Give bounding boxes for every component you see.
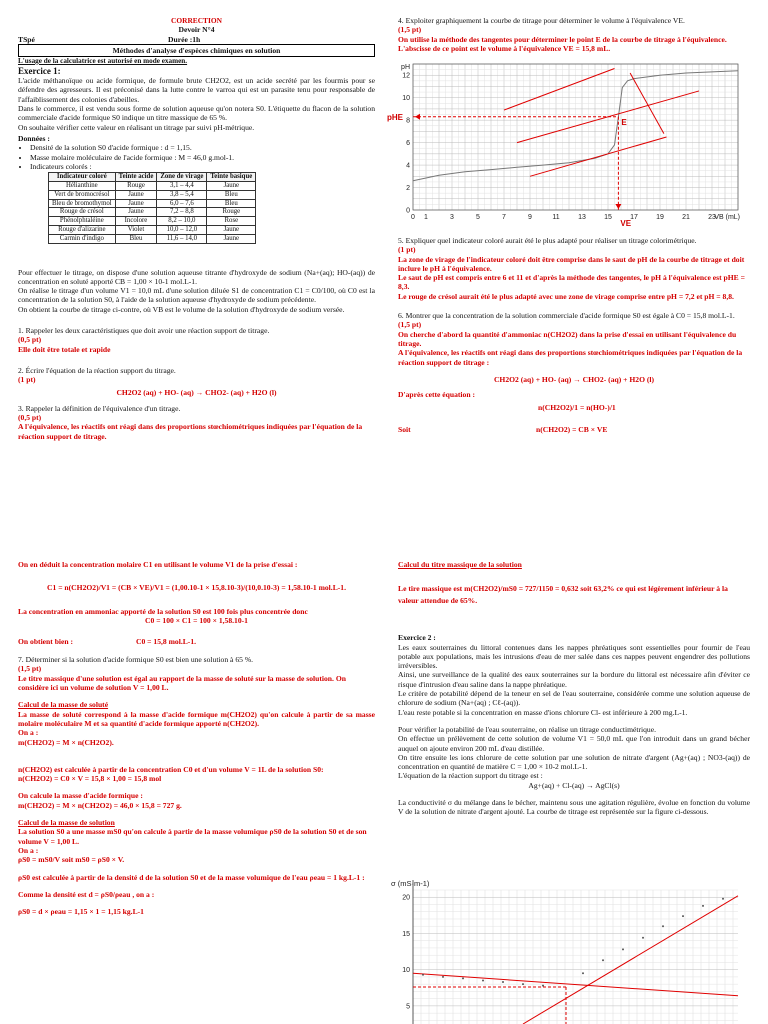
page-title: Méthodes d'analyse d'espèces chimiques en solution (18, 44, 375, 57)
c0-result-row (18, 637, 375, 649)
x-tick-label: 7 (502, 214, 506, 221)
data-point (422, 974, 424, 976)
table-header: Teinte acide (115, 173, 157, 182)
data-point (722, 898, 724, 900)
protocol-2: On réalise le titrage d'un volume V1 = 10,0 mL d'une solution diluée S1 de concentration C1 = C0/100, où C0 est la concentration de la solution S0, à l'aide de la solution aqueuse d'hydroxyde de sodium précédente. (18, 286, 375, 305)
solute-equation-3: m(CH2O2) = M × n(CH2O2) = 46,0 × 15,8 = 727 g. (18, 800, 182, 810)
fit-line-after-eq (523, 896, 738, 1024)
table-cell: 6,0 – 7,6 (157, 199, 207, 208)
table-row (49, 208, 256, 217)
table-cell: Bleu (207, 199, 256, 208)
table-cell: Jaune (207, 181, 256, 190)
q5-answer-1: La zone de virage de l'indicateur coloré doit être comprise dans le saut de pH de la courbe de titrage et doit inclure le pH à l'équivalence. (398, 254, 745, 273)
table-row (49, 199, 256, 208)
x-tick-label: 9 (528, 214, 532, 221)
table-row (49, 225, 256, 234)
ve-arrow (615, 204, 621, 209)
donnee-item: • Masse molaire moléculaire de l'acide formique : M = 46,0 g.mol-1. (30, 153, 375, 162)
table-row (49, 190, 256, 199)
ex1-intro2: Dans le commerce, il est vendu sous forme de solution aqueuse qu'on notera S0. L'étiquette du flacon de la solution commerciale d'acide formique S0 indique un titre massique de 65 %. (18, 104, 375, 123)
q7-points: (1,5 pt) (18, 664, 42, 674)
data-point (622, 948, 624, 950)
right-column-bottom (398, 560, 750, 817)
x-tick-label: 21 (682, 214, 690, 221)
c0-value: C0 = 15,8 mol.L-1. (136, 637, 197, 647)
ex2-p7: On titre ensuite les ions chlorure de cette solution par une solution de nitrate d'argent (Ag+(aq) ; NO3-(aq)) de concentration en quantité de matière C = 1,00 × 10-2 mol.L-1. (398, 752, 750, 772)
table-cell: 3,1 – 4,4 (157, 181, 207, 190)
q6-points: (1,5 pt) (398, 320, 422, 330)
data-point (702, 905, 704, 907)
question-5: 5. Expliquer quel indicateur coloré aurait été le plus adapté pour réaliser un titrage colorimétrique. (398, 236, 697, 245)
x-tick-label: 15 (604, 214, 612, 221)
ex2-p5: Pour vérifier la potabilité de l'eau souterraine, on réalise un titrage conductimétrique. (398, 724, 656, 734)
table-cell: 7,2 – 8,8 (157, 208, 207, 217)
table-cell: Rouge (207, 208, 256, 217)
table-cell: 3,8 – 5,4 (157, 190, 207, 199)
table-cell: Bleu de bromothymol (49, 199, 116, 208)
table-cell: 8,2 – 10,0 (157, 217, 207, 226)
solute-text-2: n(CH2O2) est calculée à partir de la concentration C0 et d'un volume V = 1L de la solution S0: (18, 764, 324, 774)
ex2-p9: La conductivité σ du mélange dans le bécher, maintenu sous une agitation régulière, évolue en fonction du volume V de la solution de nitrate d'argent ajouté. La courbe de titrage est représentée sur la figure ci-dessous. (398, 798, 750, 817)
x-tick-label: 19 (656, 214, 664, 221)
q6-soit-row (398, 425, 750, 439)
ex1-intro: L'acide méthanoïque ou acide formique, de formule brute CH2O2, est un acide secrété par les fourmis pour se défendre des agresseurs. Il est préconisé dans la lutte contre le varroa qui est un parasite tenu pour responsable de l'affaiblissement des colonies d'abeilles. (18, 76, 375, 104)
titre-text: Le tire massique est m(CH2O2)/mS0 = 727/1150 = 0,632 soit 63,2% ce qui est légèrement inférieur à la valeur attendue de 65%. (398, 584, 728, 606)
data-point (582, 972, 584, 974)
solute-text-1: La masse de soluté correspond à la masse d'acide formique m(CH2O2) qu'on calcule à partir de sa masse molaire moléculaire M et sa quantité d'acide formique apporté n(CH2O2). (18, 709, 375, 728)
q6-soit-eq: n(CH2O2) = CB × VE (536, 424, 608, 434)
x-tick-label: 23 (708, 214, 716, 221)
solution-equation-3: ρS0 = d × ρeau = 1,15 × 1 = 1,15 kg.L-1 (18, 907, 144, 917)
ex1-intro3: On souhaite vérifier cette valeur en réalisant un titrage par suivi pH-métrique. (18, 122, 255, 132)
solute-equation: m(CH2O2) = M × n(CH2O2). (18, 737, 114, 747)
left-column-bottom (18, 560, 375, 916)
x-tick-label: 1 (424, 214, 428, 221)
q6-equation: CH2O2 (aq) + HO- (aq) → CHO2- (aq) + H2O (l) (493, 374, 655, 384)
ex1-title: Exercice 1: (18, 66, 61, 77)
ex2-p3: Le critère de potabilité dépend de la teneur en sel de l'eau souterraine, considérée comme une solution aqueuse de chlorure de sodium (Na+(aq) ; Cℓ-(aq)). (398, 689, 750, 708)
right-column-mid (398, 236, 750, 439)
question-2: 2. Écrire l'équation de la réaction support du titrage. (18, 365, 176, 375)
table-cell: Rouge (115, 181, 157, 190)
c1-intro: On en déduit la concentration molaire C1 en utilisant le volume V1 de la prise d'essai : (18, 560, 298, 569)
question-3: 3. Rappeler la définition de l'équivalence d'un titrage. (18, 403, 181, 413)
x-tick-label: 5 (476, 214, 480, 221)
y-tick-label: 8 (406, 117, 410, 125)
table-header: Zone de virage (157, 173, 207, 182)
x-tick-label: 3 (450, 214, 454, 221)
data-point (482, 980, 484, 982)
table-cell: Rouge de crésol (49, 208, 116, 217)
table-cell: Phénolphtaléine (49, 217, 116, 226)
q2-equation: CH2O2 (aq) + HO- (aq) → CHO2- (aq) + H2O (l) (116, 387, 277, 397)
ex2-p6: On effectue un prélèvement de cette solution de volume V1 = 50,0 mL que l'on introduit dans un grand bécher auquel on ajoute environ 200 mL d'eau distillée. (398, 734, 750, 753)
table-cell: Hélianthine (49, 181, 116, 190)
solution-title: Calcul de la masse de solution (18, 818, 115, 828)
data-point (462, 977, 464, 979)
q6-answer-1: On cherche d'abord la quantité d'ammoniac n(CH2O2) dans la prise d'essai en utilisant l'équivalence du titrage. (398, 329, 737, 348)
table-row (49, 217, 256, 226)
q1-points: (0,5 pt) (18, 335, 42, 345)
solution-text-1: La solution S0 a une masse mS0 qu'on calcule à partir de la masse volumique ρS0 de la solution S0 et de son volume V = 1,00 L. (18, 827, 367, 846)
x-tick-label: 0 (411, 214, 415, 221)
x-tick-label: 13 (578, 214, 586, 221)
q4-answer: On utilise la méthode des tangentes pour déterminer le point E de la courbe de titrage à l'équivalence. L'abscisse de ce point est le volume à l'équivalence VE = 15,8 mL. (398, 34, 727, 53)
y-tick-label: 10 (402, 95, 410, 103)
q6-answer-2: A l'équivalence, les réactifs ont réagi dans des proportions stœchiométriques indiquées par l'équation de la réaction support de titrage : (398, 348, 743, 367)
left-column-top (18, 16, 375, 441)
duree-label: Durée :1h (168, 34, 201, 44)
table-cell: 11,6 – 14,0 (157, 234, 207, 243)
x-axis-label: VB (mL) (714, 214, 740, 221)
y-tick-label: 6 (406, 140, 410, 148)
y-axis-label: σ (mS·m-1) (391, 880, 430, 888)
solution-equation: ρS0 = mS0/V soit mS0 = ρS0 × V. (18, 855, 125, 865)
donnees-list (18, 143, 375, 171)
q6-dapres: D'après cette équation : (398, 390, 475, 400)
x-tick-label: 17 (630, 214, 638, 221)
q2-points: (1 pt) (18, 375, 36, 385)
y-tick-label: 15 (402, 930, 410, 938)
titre-title: Calcul du titre massique de la solution (398, 560, 522, 569)
data-point (642, 937, 644, 939)
table-cell: Bleu (207, 190, 256, 199)
y-tick-label: 12 (402, 72, 410, 80)
y-axis-label: pH (401, 64, 410, 71)
q5-answer-2: Le saut de pH est compris entre 6 et 11 et d'après la méthode des tangentes, le pH à l'équivalence est pHE = 8,3. (398, 273, 745, 292)
tangent-upper (504, 68, 615, 110)
solution-ona: On a : (18, 845, 39, 855)
c0-obtient: On obtient bien : (18, 637, 74, 647)
data-point (682, 915, 684, 917)
indicator-table (48, 172, 256, 243)
table-row (49, 234, 256, 243)
calc-note: L'usage de la calculatrice est autorisé en mode examen. (18, 56, 188, 65)
y-tick-label: 4 (406, 162, 410, 170)
table-cell: Violet (115, 225, 157, 234)
table-cell: Jaune (115, 208, 157, 217)
ex2-p4: L'eau reste potable si la concentration en masse d'ions chlorure Cl- est inférieure à 200 mg.L-1. (398, 707, 688, 717)
table-cell: Vert de bromocrésol (49, 190, 116, 199)
y-tick-label: 20 (402, 894, 410, 902)
donnees-title: Données : (18, 133, 50, 143)
y-tick-label: 5 (406, 1003, 410, 1011)
question-7: 7. Déterminer si la solution d'acide formique S0 est bien une solution à 65 %. (18, 655, 254, 665)
q5-points: (1 pt) (398, 245, 416, 255)
question-6: 6. Montrer que la concentration de la solution commerciale d'acide formique S0 est égale à C0 = 15,8 mol.L-1. (398, 311, 735, 321)
y-tick-label: 10 (402, 967, 410, 975)
table-cell: Carmin d'indigo (49, 234, 116, 243)
q3-points: (0,5 pt) (18, 413, 42, 423)
data-point (502, 981, 504, 983)
solution-text-2: ρS0 est calculée à partir de la densité d de la solution S0 et de la masse volumique de l'eau ρeau = 1 kg.L-1 : (18, 872, 365, 882)
table-header: Teinte basique (207, 173, 256, 182)
ve-label: VE (620, 219, 632, 228)
header-row (18, 35, 375, 44)
donnee-item: • Densité de la solution S0 d'acide formique : d = 1,15. (30, 143, 375, 152)
c0-equation: C0 = 100 × C1 = 100 × 1,58.10-1 (145, 615, 248, 625)
table-cell: Jaune (207, 234, 256, 243)
data-point (662, 925, 664, 927)
table-cell: Rose (207, 217, 256, 226)
question-4: 4. Exploiter graphiquement la courbe de titrage pour déterminer le volume à l'équivalence VE. (398, 16, 685, 25)
protocol-1: Pour effectuer le titrage, on dispose d'une solution aqueuse titrante d'hydroxyde de sodium (Na+(aq); HO-(aq)) de concentration en soluté apporté CB = 1,00 × 10-1 mol.L-1. (18, 267, 375, 286)
q3-answer: A l'équivalence, les réactifs ont réagi dans des proportions stœchiométriques indiquées par l'équation de la réaction support de titrage. (18, 422, 363, 441)
data-point (542, 985, 544, 987)
indicator-table-body (49, 181, 256, 243)
q4-points: (1,5 pt) (398, 25, 422, 35)
table-cell: Incolore (115, 217, 157, 226)
class-label: TSpé (18, 34, 35, 44)
y-tick-label: 2 (406, 185, 410, 193)
ex2-p8: L'équation de la réaction support du titrage est : (398, 771, 543, 781)
solution-text-3: Comme la densité est d = ρS0/ρeau , on a : (18, 889, 155, 899)
table-header: Indicateur coloré (49, 173, 116, 182)
q5-answer-3: Le rouge de crésol aurait été le plus adapté avec une zone de virage comprise entre pH = 7,2 et pH = 8,8. (398, 291, 734, 301)
ex2-title: Exercice 2 : (398, 633, 436, 643)
table-cell: Bleu (115, 234, 157, 243)
phe-label: pHE (387, 112, 403, 122)
point-e-label: E (621, 117, 627, 127)
ex2-equation: Ag+(aq) + Cl-(aq) → AgCl(s) (528, 780, 620, 790)
c0-intro: La concentration en ammoniac apporté de la solution S0 est 100 fois plus concentrée donc (18, 606, 308, 616)
data-point (602, 959, 604, 961)
tangent-lower (530, 137, 667, 176)
q7-answer: Le titre massique d'une solution est égal au rapport de la masse de soluté sur la masse de solution. On considère ici un volume de solution V = 1,00 L. (18, 673, 346, 693)
c1-equation: C1 = n(CH2O2)/V1 = (CB × VE)/V1 = (1,00.10-1 × 15,8.10-3)/(10,0.10-3) = 1,58.10-1 mol.L-1. (47, 583, 346, 593)
solute-equation-2: n(CH2O2) = C0 × V = 15,8 × 1,00 = 15,8 mol (18, 774, 162, 784)
table-row (49, 181, 256, 190)
correction-label: CORRECTION (171, 16, 222, 25)
solute-title: Calcul de la masse de soluté (18, 700, 109, 710)
solute-text-3: On calcule la masse d'acide formique : (18, 791, 143, 801)
question-1: 1. Rappeler les deux caractéristiques que doit avoir une réaction support de titrage. (18, 326, 270, 336)
data-point (522, 983, 524, 985)
solute-ona: On a : (18, 728, 39, 738)
x-tick-label: 11 (552, 214, 560, 221)
y-tick-label: 0 (406, 207, 410, 215)
donnee-item: • Indicateurs colorés : (30, 162, 375, 171)
ex2-p1: Les eaux souterraines du littoral contenues dans les nappes phréatiques sont essentielles pour fournir de l'eau potable aux populations, mais les intrusions d'eau de mer salée dans ces nappes peuvent engendrer des pollutions irréversibles. (398, 642, 750, 671)
conductivity-chart (383, 880, 753, 1024)
data-point (442, 976, 444, 978)
protocol-3: On obtient la courbe de titrage ci-contre, où VB est le volume de la solution d'hydroxyde de sodium versée. (18, 304, 345, 314)
devoir-label: Devoir N°4 (178, 25, 215, 35)
table-cell: Rouge d'alizarine (49, 225, 116, 234)
table-cell: Jaune (115, 199, 157, 208)
q6-soit: Soit (398, 424, 411, 434)
table-cell: Jaune (115, 190, 157, 199)
table-cell: Jaune (207, 225, 256, 234)
right-column-top (398, 16, 750, 53)
table-header-row (49, 173, 256, 182)
q1-answer: Elle doit être totale et rapide (18, 344, 111, 354)
table-cell: 10,0 – 12,0 (157, 225, 207, 234)
q6-fraction: n(CH2O2)/1 = n(HO-)/1 (538, 403, 616, 413)
ex2-p2: Ainsi, une surveillance de la qualité des eaux souterraines sur la bordure du littoral est nécessaire afin d'éviter ce risque d'intrusion d'eau saline dans la nappe phréatique. (398, 670, 750, 689)
ph-titration-chart (383, 58, 753, 230)
